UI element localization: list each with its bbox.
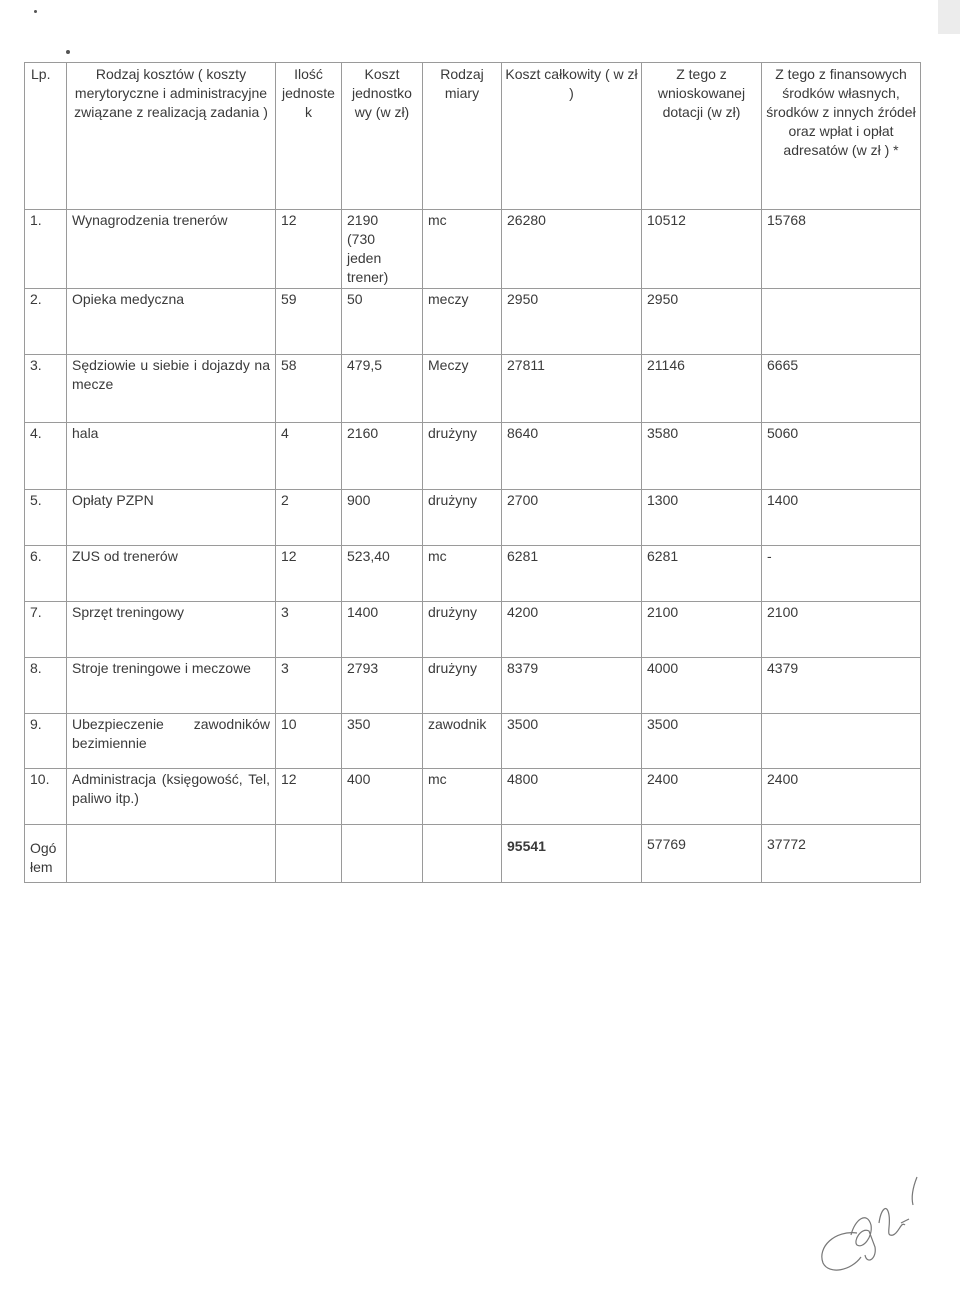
cell-lp: 6.	[25, 546, 67, 602]
handwritten-signature	[805, 1175, 935, 1285]
cell-grant-amount: 1300	[642, 490, 762, 546]
cell-grand-total: 95541	[502, 825, 642, 883]
cell-quantity: 10	[276, 714, 342, 769]
cell-cost-type: Sędziowie u siebie i dojazdy na mecze	[67, 355, 276, 423]
header-lp: Lp.	[25, 63, 67, 210]
cell-total-cost: 27811	[502, 355, 642, 423]
header-quantity: Ilość jednoste k	[276, 63, 342, 210]
cell-grant-amount: 21146	[642, 355, 762, 423]
cell-own-funds: 6665	[762, 355, 921, 423]
cell-empty	[342, 825, 423, 883]
table-row	[25, 658, 921, 714]
cell-empty	[276, 825, 342, 883]
cell-grant-amount: 2100	[642, 602, 762, 658]
cell-unit-cost: 479,5	[342, 355, 423, 423]
cell-total-cost: 2950	[502, 289, 642, 355]
cost-table	[24, 62, 921, 883]
cell-unit: zawodnik	[423, 714, 502, 769]
cell-unit: drużyny	[423, 423, 502, 490]
cell-total-label: Ogó łem	[25, 825, 67, 883]
cell-unit-cost: 350	[342, 714, 423, 769]
header-cost-type: Rodzaj kosztów ( koszty merytoryczne i administracyjne związane z realizacją zadania )	[67, 63, 276, 210]
cell-total-cost: 4800	[502, 769, 642, 825]
cell-quantity: 4	[276, 423, 342, 490]
cell-cost-type: Ubezpieczenie zawodników bezimiennie	[67, 714, 276, 769]
cell-lp: 9.	[25, 714, 67, 769]
cell-cost-type: Stroje treningowe i meczowe	[67, 658, 276, 714]
cell-grant-amount: 3580	[642, 423, 762, 490]
table-row	[25, 769, 921, 825]
cell-cost-type: Administracja (księgowość, Tel, paliwo itp.)	[67, 769, 276, 825]
cell-lp: 5.	[25, 490, 67, 546]
cell-lp: 10.	[25, 769, 67, 825]
cell-unit-cost: 2160	[342, 423, 423, 490]
table-header-row	[25, 63, 921, 210]
cell-unit-cost: 400	[342, 769, 423, 825]
cell-own-funds: 1400	[762, 490, 921, 546]
cell-cost-type: ZUS od trenerów	[67, 546, 276, 602]
header-unit-cost: Koszt jednostko wy (w zł)	[342, 63, 423, 210]
cell-lp: 8.	[25, 658, 67, 714]
scan-speck	[66, 50, 70, 54]
cell-quantity: 12	[276, 546, 342, 602]
cell-lp: 4.	[25, 423, 67, 490]
cell-unit: mc	[423, 210, 502, 289]
cell-empty	[67, 825, 276, 883]
cell-grant-amount: 2950	[642, 289, 762, 355]
cell-cost-type: hala	[67, 423, 276, 490]
table-row	[25, 355, 921, 423]
cell-unit: meczy	[423, 289, 502, 355]
cell-own-funds	[762, 714, 921, 769]
cell-grant-amount: 4000	[642, 658, 762, 714]
cell-own-funds	[762, 289, 921, 355]
cell-own-funds: 4379	[762, 658, 921, 714]
cell-total-cost: 8379	[502, 658, 642, 714]
cell-empty	[423, 825, 502, 883]
table-row	[25, 423, 921, 490]
cell-grant-amount: 3500	[642, 714, 762, 769]
header-unit: Rodzaj miary	[423, 63, 502, 210]
cell-own-funds: -	[762, 546, 921, 602]
cell-total-cost: 6281	[502, 546, 642, 602]
cell-unit-cost: 2190 (730 jeden trener)	[342, 210, 423, 289]
cell-quantity: 3	[276, 658, 342, 714]
cell-own-funds: 2400	[762, 769, 921, 825]
cell-grant-amount: 2400	[642, 769, 762, 825]
table-row	[25, 714, 921, 769]
table-total-row	[25, 825, 921, 883]
cell-unit: drużyny	[423, 490, 502, 546]
cell-own-funds: 2100	[762, 602, 921, 658]
header-own-funds: Z tego z finansowych środków własnych, środków z innych źródeł oraz wpłat i opłat adresatów (w zł ) *	[762, 63, 921, 210]
header-grant-amount: Z tego z wnioskowanej dotacji (w zł)	[642, 63, 762, 210]
cell-quantity: 59	[276, 289, 342, 355]
cell-unit: mc	[423, 546, 502, 602]
scan-speck	[34, 10, 37, 13]
cell-total-cost: 4200	[502, 602, 642, 658]
cell-unit: drużyny	[423, 658, 502, 714]
cell-unit: drużyny	[423, 602, 502, 658]
cell-unit-cost: 900	[342, 490, 423, 546]
cell-lp: 7.	[25, 602, 67, 658]
cell-grant-amount: 10512	[642, 210, 762, 289]
cell-total-cost: 8640	[502, 423, 642, 490]
cell-unit-cost: 1400	[342, 602, 423, 658]
table-row	[25, 490, 921, 546]
cell-own-funds: 15768	[762, 210, 921, 289]
cell-unit-cost: 2793	[342, 658, 423, 714]
cell-total-cost: 2700	[502, 490, 642, 546]
cell-total-grant: 57769	[642, 825, 762, 883]
cell-total-cost: 3500	[502, 714, 642, 769]
cell-cost-type: Sprzęt treningowy	[67, 602, 276, 658]
cell-lp: 1.	[25, 210, 67, 289]
cell-quantity: 2	[276, 490, 342, 546]
cell-lp: 2.	[25, 289, 67, 355]
table-row	[25, 289, 921, 355]
cell-total-own: 37772	[762, 825, 921, 883]
cell-quantity: 58	[276, 355, 342, 423]
cell-quantity: 3	[276, 602, 342, 658]
header-total-cost: Koszt całkowity ( w zł )	[502, 63, 642, 210]
cell-lp: 3.	[25, 355, 67, 423]
cell-cost-type: Opieka medyczna	[67, 289, 276, 355]
cell-cost-type: Wynagrodzenia trenerów	[67, 210, 276, 289]
cell-grant-amount: 6281	[642, 546, 762, 602]
cell-own-funds: 5060	[762, 423, 921, 490]
scan-edge-shadow	[938, 0, 960, 34]
cell-unit-cost: 523,40	[342, 546, 423, 602]
cell-total-cost: 26280	[502, 210, 642, 289]
table-row	[25, 546, 921, 602]
cell-cost-type: Opłaty PZPN	[67, 490, 276, 546]
table-row	[25, 210, 921, 289]
cell-quantity: 12	[276, 210, 342, 289]
cell-unit-cost: 50	[342, 289, 423, 355]
cell-unit: Meczy	[423, 355, 502, 423]
cell-quantity: 12	[276, 769, 342, 825]
cell-unit: mc	[423, 769, 502, 825]
table-row	[25, 602, 921, 658]
